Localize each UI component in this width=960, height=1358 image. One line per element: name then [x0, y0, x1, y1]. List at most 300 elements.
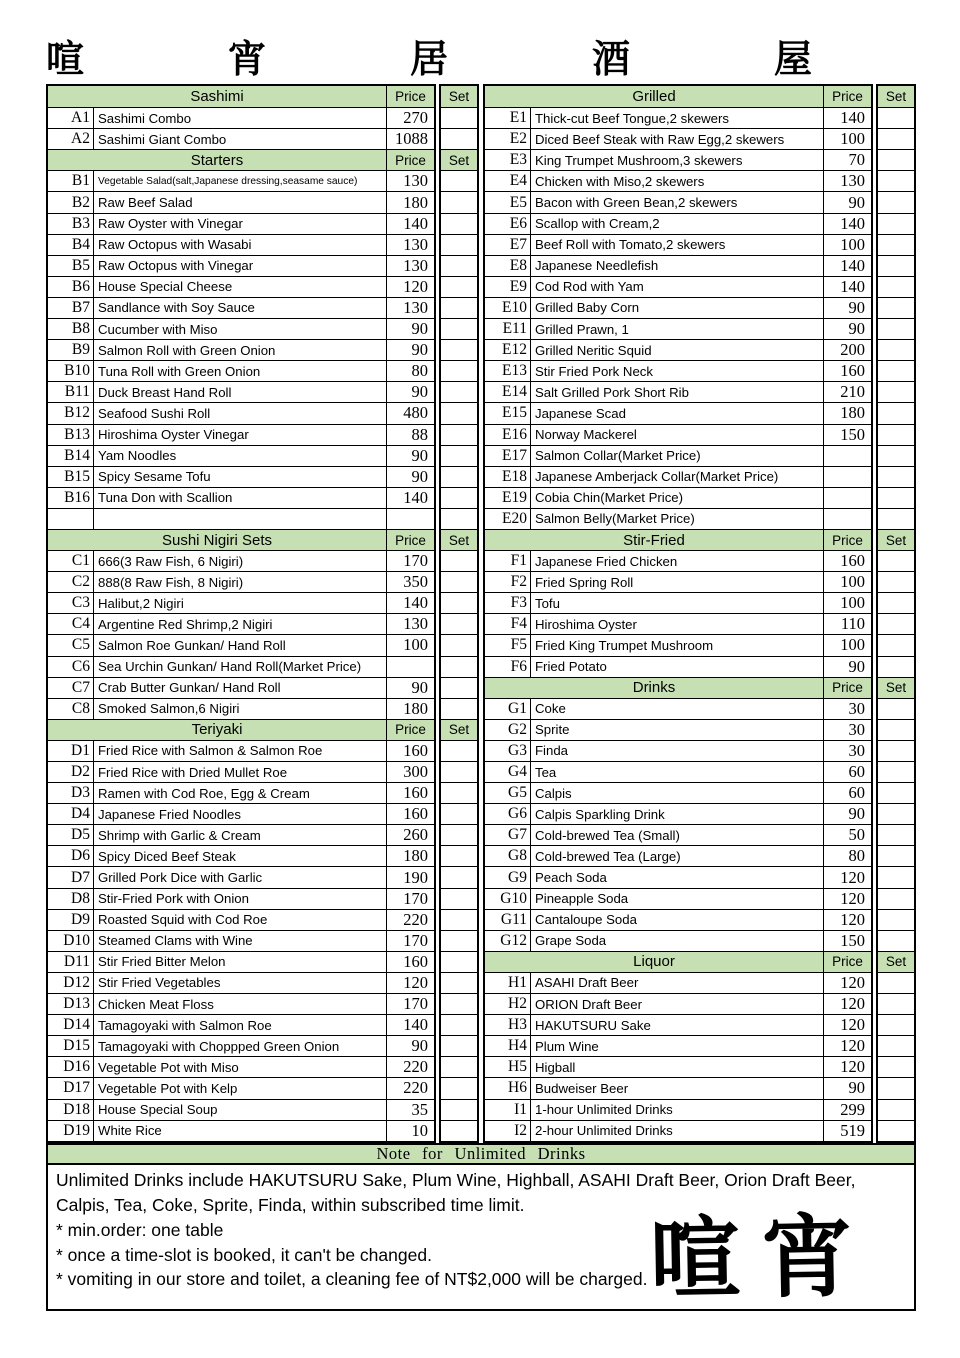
menu-item-row — [48, 276, 434, 297]
item-price: 90 — [386, 319, 434, 339]
set-cell — [878, 276, 914, 297]
set-cell — [441, 213, 477, 234]
item-name: Salmon Collar(Market Price) — [530, 446, 823, 466]
price-column-header: Price — [386, 720, 434, 740]
item-code: G7 — [508, 826, 527, 844]
item-code: F6 — [510, 657, 527, 675]
item-price: 140 — [386, 593, 434, 613]
item-name: 888(8 Raw Fish, 8 Nigiri) — [93, 572, 386, 592]
item-name: Diced Beef Steak with Raw Egg,2 skewers — [530, 129, 823, 149]
set-cell — [441, 191, 477, 212]
item-code: E10 — [502, 298, 527, 316]
item-code: D2 — [71, 763, 90, 781]
set-cell — [441, 487, 477, 508]
menu-table-right — [483, 84, 916, 1143]
item-code: G1 — [508, 699, 527, 717]
menu-item-row — [485, 993, 871, 1014]
section-header-row — [48, 149, 434, 170]
set-cell — [878, 234, 914, 255]
set-cell — [441, 234, 477, 255]
menu-item-row — [485, 1035, 871, 1056]
menu-item-row — [48, 571, 434, 592]
item-name: Hiroshima Oyster — [530, 614, 823, 634]
item-price: 299 — [823, 1100, 871, 1120]
item-price: 90 — [823, 192, 871, 212]
set-cell — [441, 107, 477, 128]
item-name: Raw Oyster with Vinegar — [93, 214, 386, 234]
set-cell — [878, 170, 914, 191]
item-price: 160 — [386, 952, 434, 972]
item-code: E16 — [502, 425, 527, 443]
set-column-header: Set — [878, 677, 914, 698]
set-cell — [878, 698, 914, 719]
item-price: 120 — [823, 973, 871, 993]
item-code: A1 — [71, 109, 90, 127]
set-cell — [441, 297, 477, 318]
item-code: B8 — [71, 320, 90, 338]
item-price: 90 — [823, 657, 871, 677]
set-cell — [441, 571, 477, 592]
item-name: Argentine Red Shrimp,2 Nigiri — [93, 614, 386, 634]
menu-item-row — [48, 993, 434, 1014]
set-cell — [441, 128, 477, 149]
set-cell — [441, 909, 477, 930]
section-header-row — [485, 677, 871, 698]
item-name: Finda — [530, 741, 823, 761]
item-price: 110 — [823, 614, 871, 634]
menu-item-row — [485, 719, 871, 740]
menu-item-row — [48, 803, 434, 824]
item-price — [823, 488, 871, 508]
set-cell — [878, 445, 914, 466]
item-name: Beef Roll with Tomato,2 skewers — [530, 235, 823, 255]
menu-item-row — [485, 297, 871, 318]
item-price: 150 — [823, 425, 871, 445]
item-name: HAKUTSURU Sake — [530, 1015, 823, 1035]
menu-item-row — [485, 656, 871, 677]
section-title: Liquor — [485, 952, 823, 972]
menu-item-row — [485, 170, 871, 191]
item-code: I2 — [514, 1121, 527, 1139]
item-price: 140 — [386, 488, 434, 508]
set-cell — [878, 1056, 914, 1077]
item-code: C6 — [71, 657, 90, 675]
set-cell — [441, 866, 477, 887]
price-column-header: Price — [823, 86, 871, 107]
item-name: Spicy Sesame Tofu — [93, 467, 386, 487]
item-code: D1 — [71, 741, 90, 759]
item-name: Ramen with Cod Roe, Egg & Cream — [93, 783, 386, 803]
set-cell — [441, 888, 477, 909]
page-title — [46, 38, 812, 80]
menu-item-row — [48, 677, 434, 698]
item-price: 190 — [386, 867, 434, 887]
item-name: Plum Wine — [530, 1036, 823, 1056]
set-column-header: Set — [441, 149, 477, 170]
calligraphy-stamp: 喧宵 — [649, 1208, 875, 1311]
item-code: E18 — [502, 467, 527, 485]
item-code: F1 — [510, 552, 527, 570]
item-price: 180 — [386, 846, 434, 866]
title-character: 屋 — [773, 39, 812, 81]
set-cell — [441, 1099, 477, 1120]
item-price: 170 — [386, 994, 434, 1014]
menu-item-row — [48, 191, 434, 212]
menu-item-row — [48, 255, 434, 276]
menu-item-row — [48, 592, 434, 613]
item-name: Grilled Baby Corn — [530, 298, 823, 318]
menu-item-row — [485, 445, 871, 466]
menu-item-row — [485, 740, 871, 761]
item-price: 120 — [386, 277, 434, 297]
menu-item-row — [485, 487, 871, 508]
item-price: 140 — [823, 214, 871, 234]
menu-item-row — [485, 318, 871, 339]
item-name: Roasted Squid with Cod Roe — [93, 910, 386, 930]
item-name: Grape Soda — [530, 931, 823, 951]
item-code: B14 — [64, 446, 90, 464]
item-price: 100 — [823, 129, 871, 149]
menu-item-row — [48, 634, 434, 655]
set-cell — [878, 1099, 914, 1120]
item-price: 220 — [386, 1078, 434, 1098]
menu-item-row — [48, 824, 434, 845]
item-price: 90 — [386, 1036, 434, 1056]
set-column-header: Set — [878, 951, 914, 972]
menu-item-row — [48, 1014, 434, 1035]
menu-item-row — [485, 360, 871, 381]
item-price: 130 — [386, 256, 434, 276]
item-code: D6 — [71, 847, 90, 865]
item-price: 270 — [386, 108, 434, 128]
item-price: 140 — [823, 256, 871, 276]
menu-item-row — [48, 318, 434, 339]
item-price: 70 — [823, 150, 871, 170]
set-cell — [878, 972, 914, 993]
item-code: B11 — [64, 383, 90, 401]
item-name: Raw Octopus with Wasabi — [93, 235, 386, 255]
item-price — [386, 509, 434, 529]
menu-item-row — [48, 761, 434, 782]
menu-item-row — [48, 487, 434, 508]
item-code: B1 — [71, 172, 90, 190]
item-code: D15 — [63, 1037, 90, 1055]
set-cell — [878, 993, 914, 1014]
item-code: D11 — [63, 952, 90, 970]
item-price: 120 — [823, 1015, 871, 1035]
item-code: E1 — [509, 109, 527, 127]
set-cell — [441, 782, 477, 803]
menu-main-columns — [46, 84, 436, 1143]
item-name: Seafood Sushi Roll — [93, 403, 386, 423]
item-code: D9 — [71, 910, 90, 928]
item-price — [823, 446, 871, 466]
item-code: E2 — [509, 130, 527, 148]
item-code: E3 — [509, 151, 527, 169]
menu-item-row — [48, 909, 434, 930]
menu-item-row — [485, 866, 871, 887]
section-title: Starters — [48, 150, 386, 170]
item-price: 130 — [386, 614, 434, 634]
menu-item-row — [48, 656, 434, 677]
set-cell — [878, 803, 914, 824]
item-code: G8 — [508, 847, 527, 865]
menu-item-row — [48, 845, 434, 866]
menu-item-row — [485, 381, 871, 402]
item-code: G5 — [508, 784, 527, 802]
item-name: Fried Rice with Dried Mullet Roe — [93, 762, 386, 782]
menu-item-row — [48, 213, 434, 234]
item-name: White Rice — [93, 1121, 386, 1141]
set-cell — [878, 508, 914, 529]
item-price — [386, 657, 434, 677]
menu-item-row — [48, 170, 434, 191]
menu-item-row — [48, 1056, 434, 1077]
item-name: Budweiser Beer — [530, 1078, 823, 1098]
set-column-header: Set — [878, 529, 914, 550]
item-price: 180 — [823, 403, 871, 423]
item-code: D5 — [71, 826, 90, 844]
set-cell — [878, 424, 914, 445]
item-code: F3 — [510, 594, 527, 612]
set-cell — [441, 170, 477, 191]
item-name: Cold-brewed Tea (Small) — [530, 825, 823, 845]
item-name: Vegetable Pot with Kelp — [93, 1078, 386, 1098]
menu-item-row — [485, 149, 871, 170]
item-price: 120 — [386, 973, 434, 993]
item-price: 160 — [823, 361, 871, 381]
item-code: H2 — [508, 995, 527, 1013]
set-cell — [441, 930, 477, 951]
set-cell — [878, 866, 914, 887]
item-name: Cucumber with Miso — [93, 319, 386, 339]
menu-item-row — [485, 909, 871, 930]
item-code: B13 — [64, 425, 90, 443]
item-code: C2 — [71, 573, 90, 591]
item-price: 160 — [386, 783, 434, 803]
section-header-row — [48, 719, 434, 740]
price-column-header: Price — [823, 530, 871, 550]
section-header-row — [485, 951, 871, 972]
item-code: E13 — [502, 362, 527, 380]
item-code: H5 — [508, 1058, 527, 1076]
item-price: 10 — [386, 1121, 434, 1141]
title-character: 宵 — [227, 39, 266, 81]
item-name: Japanese Fried Chicken — [530, 551, 823, 571]
item-price — [823, 509, 871, 529]
menu-main-columns — [483, 84, 873, 1143]
item-code: H3 — [508, 1016, 527, 1034]
menu-item-row — [48, 613, 434, 634]
set-cell — [878, 339, 914, 360]
set-cell — [441, 634, 477, 655]
item-name: Sashimi Combo — [93, 108, 386, 128]
item-name: Chicken with Miso,2 skewers — [530, 171, 823, 191]
note-box — [46, 1165, 916, 1311]
item-price: 300 — [386, 762, 434, 782]
item-name: Sashimi Giant Combo — [93, 129, 386, 149]
menu-item-row — [48, 1035, 434, 1056]
set-cell — [441, 1056, 477, 1077]
title-character: 居 — [409, 39, 448, 81]
item-code: G6 — [508, 805, 527, 823]
menu-item-row — [485, 191, 871, 212]
set-cell — [878, 149, 914, 170]
item-price: 140 — [823, 277, 871, 297]
set-cell — [878, 634, 914, 655]
menu-item-row — [48, 297, 434, 318]
item-name: Japanese Scad — [530, 403, 823, 423]
menu-item-row — [48, 930, 434, 951]
menu-item-row — [485, 592, 871, 613]
set-cell — [878, 255, 914, 276]
set-cell — [441, 592, 477, 613]
set-cell — [441, 824, 477, 845]
item-name: ORION Draft Beer — [530, 994, 823, 1014]
menu-item-row — [485, 276, 871, 297]
set-cell — [441, 677, 477, 698]
note-line: * once a time-slot is booked, it can't be changed. — [56, 1244, 432, 1265]
price-column-header: Price — [386, 530, 434, 550]
item-code: E4 — [509, 172, 527, 190]
item-code: B6 — [71, 277, 90, 295]
set-cell — [878, 592, 914, 613]
item-name: Stir Fried Pork Neck — [530, 361, 823, 381]
item-name: Spicy Diced Beef Steak — [93, 846, 386, 866]
item-price: 120 — [823, 1036, 871, 1056]
item-name: Japanese Amberjack Collar(Market Price) — [530, 467, 823, 487]
menu-item-row — [485, 1056, 871, 1077]
item-price: 1088 — [386, 129, 434, 149]
set-cell — [441, 1120, 477, 1141]
item-code: B7 — [71, 298, 90, 316]
item-price: 160 — [386, 741, 434, 761]
section-title: Teriyaki — [48, 720, 386, 740]
item-price: 130 — [386, 235, 434, 255]
item-price: 100 — [823, 235, 871, 255]
item-code: G10 — [500, 889, 527, 907]
item-name: Salmon Roll with Green Onion — [93, 340, 386, 360]
note-line: * vomiting in our store and toilet, a cleaning fee of NT$2,000 will be charged. — [56, 1269, 648, 1290]
menu-item-row — [485, 782, 871, 803]
item-name: Peach Soda — [530, 867, 823, 887]
item-price: 160 — [386, 804, 434, 824]
item-code: B15 — [64, 467, 90, 485]
item-code: E8 — [509, 256, 527, 274]
menu-item-row — [48, 107, 434, 128]
item-name: Calpis — [530, 783, 823, 803]
set-cell — [441, 424, 477, 445]
item-code: E9 — [509, 277, 527, 295]
item-name: ASAHI Draft Beer — [530, 973, 823, 993]
item-price: 130 — [823, 171, 871, 191]
item-name: Hiroshima Oyster Vinegar — [93, 425, 386, 445]
item-price: 130 — [386, 298, 434, 318]
item-name: 2-hour Unlimited Drinks — [530, 1121, 823, 1141]
item-name: Grilled Prawn, 1 — [530, 319, 823, 339]
menu-item-row — [48, 972, 434, 993]
item-name: Raw Beef Salad — [93, 192, 386, 212]
set-cell — [878, 360, 914, 381]
menu-item-row — [485, 845, 871, 866]
item-price: 35 — [386, 1100, 434, 1120]
item-code: G4 — [508, 763, 527, 781]
menu-item-row — [485, 761, 871, 782]
set-cell — [878, 613, 914, 634]
item-code: B4 — [71, 235, 90, 253]
item-name: Salmon Belly(Market Price) — [530, 509, 823, 529]
menu-item-row — [485, 550, 871, 571]
item-price: 140 — [386, 1015, 434, 1035]
set-cell — [878, 719, 914, 740]
menu-item-row — [48, 339, 434, 360]
item-code: D8 — [71, 889, 90, 907]
item-code: B3 — [71, 214, 90, 232]
item-price: 160 — [823, 551, 871, 571]
menu-item-row — [485, 634, 871, 655]
item-code: E14 — [502, 383, 527, 401]
item-price: 60 — [823, 783, 871, 803]
item-name: 1-hour Unlimited Drinks — [530, 1100, 823, 1120]
item-price: 150 — [823, 931, 871, 951]
menu-item-row — [485, 888, 871, 909]
set-cell — [441, 1035, 477, 1056]
item-code: E5 — [509, 193, 527, 211]
set-cell — [878, 761, 914, 782]
menu-item-row — [485, 972, 871, 993]
set-cell — [441, 508, 477, 529]
item-price: 130 — [386, 171, 434, 191]
item-code: B9 — [71, 341, 90, 359]
item-name: Scallop with Cream,2 — [530, 214, 823, 234]
item-name: Japanese Fried Noodles — [93, 804, 386, 824]
item-price: 210 — [823, 382, 871, 402]
section-header-row — [485, 529, 871, 550]
item-name: Bacon with Green Bean,2 skewers — [530, 192, 823, 212]
menu-item-row — [485, 213, 871, 234]
item-name: Tamagoyaki with Salmon Roe — [93, 1015, 386, 1035]
item-name: Raw Octopus with Vinegar — [93, 256, 386, 276]
set-cell — [441, 951, 477, 972]
menu-item-row — [48, 128, 434, 149]
set-cell — [878, 824, 914, 845]
item-code: D17 — [63, 1079, 90, 1097]
menu-item-row — [48, 951, 434, 972]
item-name: House Special Soup — [93, 1100, 386, 1120]
item-price: 60 — [823, 762, 871, 782]
menu-item-row — [48, 445, 434, 466]
item-code: B10 — [64, 362, 90, 380]
set-cell — [878, 466, 914, 487]
item-price: 220 — [386, 1057, 434, 1077]
set-cell — [878, 909, 914, 930]
item-code: E11 — [502, 320, 527, 338]
item-code: E6 — [509, 214, 527, 232]
menu-item-row — [48, 466, 434, 487]
item-name: Higball — [530, 1057, 823, 1077]
menu-table-left — [46, 84, 479, 1143]
item-price: 180 — [386, 699, 434, 719]
menu-item-row — [48, 508, 434, 529]
item-name: Tuna Don with Scallion — [93, 488, 386, 508]
item-price: 50 — [823, 825, 871, 845]
item-name: Duck Breast Hand Roll — [93, 382, 386, 402]
set-cell — [441, 1077, 477, 1098]
menu-set-column — [876, 84, 916, 1143]
price-column-header: Price — [823, 952, 871, 972]
menu-item-row — [48, 1120, 434, 1141]
set-cell — [441, 466, 477, 487]
